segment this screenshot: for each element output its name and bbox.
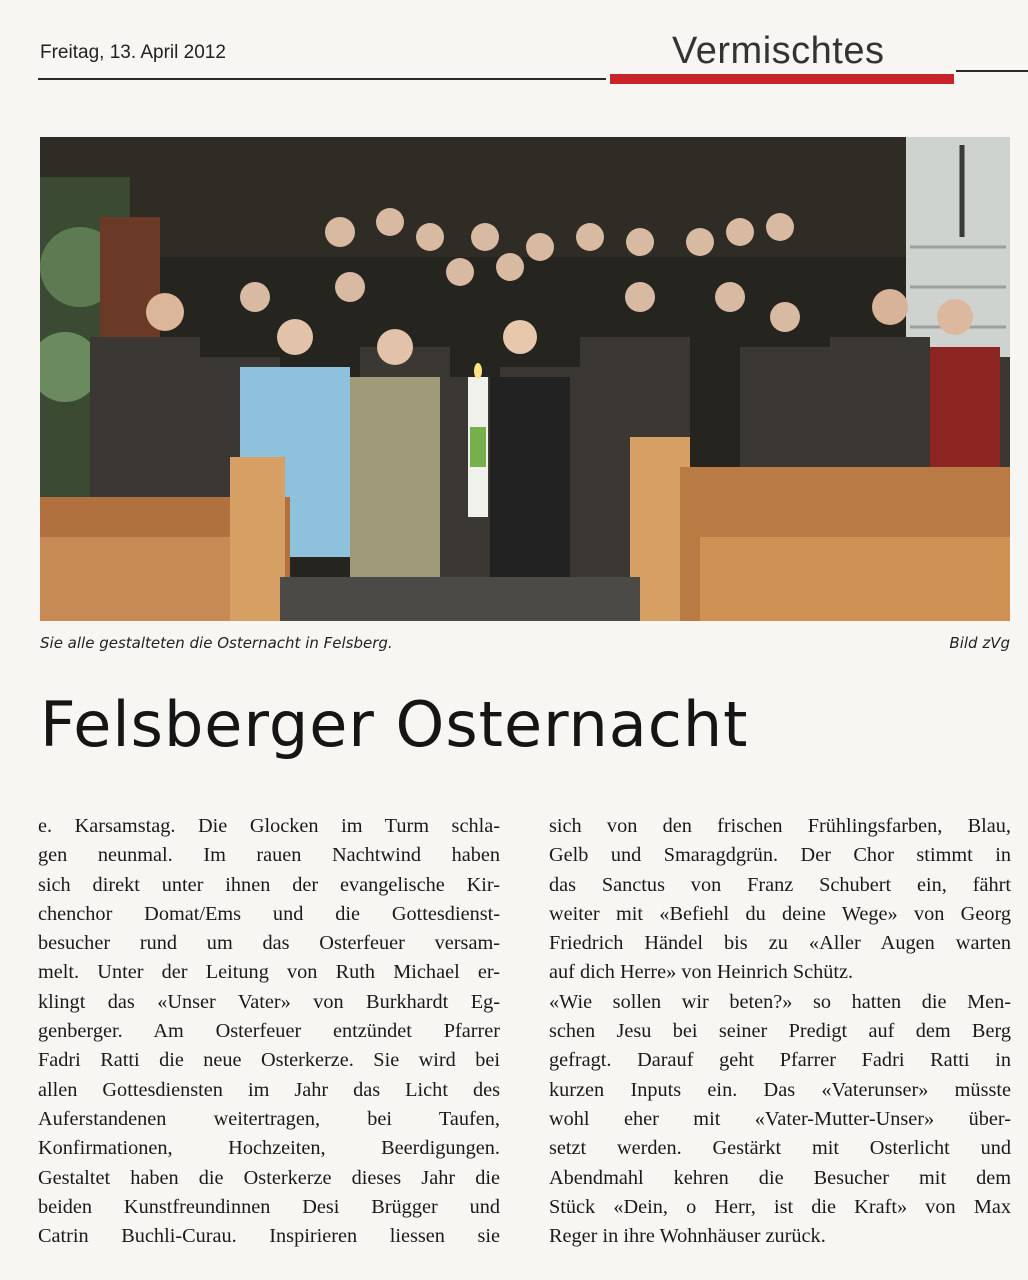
- text-line: klingt das «Unser Vater» von Burkhardt Eg-: [38, 990, 500, 1013]
- text-line: Abendmahl kehren die Besucher mit dem: [549, 1166, 1011, 1189]
- text-line: Fadri Ratti die neue Osterkerze. Sie wird bei: [38, 1049, 500, 1072]
- text-line: Reger in ihre Wohnhäuser zurück.: [549, 1225, 826, 1248]
- text-line: das Sanctus von Franz Schubert ein, fährt: [549, 873, 1011, 896]
- header-rule: [38, 78, 606, 80]
- text-line: weiter mit «Befiehl du deine Wege» von Georg: [549, 902, 1011, 925]
- article-column-left: [38, 812, 500, 1251]
- article-headline: Felsberger Osternacht: [40, 688, 749, 761]
- text-line: «Wie sollen wir beten?» so hatten die Men-: [549, 990, 1011, 1013]
- article-column-right: [549, 812, 1011, 1251]
- group-photo: [40, 137, 1010, 621]
- text-line: genberger. Am Osterfeuer entzündet Pfarrer: [38, 1020, 500, 1043]
- text-line: Konfirmationen, Hochzeiten, Beerdigungen.: [38, 1137, 500, 1160]
- text-line: Auferstandenen weitertragen, bei Taufen,: [38, 1107, 500, 1130]
- text-line: schen Jesu bei seiner Predigt auf dem Berg: [549, 1020, 1011, 1043]
- text-line: beiden Kunstfreundinnen Desi Brügger und: [38, 1195, 500, 1218]
- section-accent-bar: [610, 74, 954, 84]
- church-choir-photo: [40, 137, 1010, 621]
- text-line: gefragt. Darauf geht Pfarrer Fadri Ratti in: [549, 1049, 1011, 1072]
- text-line: Stück «Dein, o Herr, ist die Kraft» von Max: [549, 1195, 1011, 1218]
- text-line: wohl eher mit «Vater-Mutter-Unser» über-: [549, 1107, 1011, 1130]
- text-line: Gestaltet haben die Osterkerze dieses Jahr die: [38, 1166, 500, 1189]
- text-line: setzt werden. Gestärkt mit Osterlicht und: [549, 1137, 1011, 1160]
- text-line: sich von den frischen Frühlingsfarben, Blau,: [549, 815, 1011, 837]
- text-line: Gelb und Smaragdgrün. Der Chor stimmt in: [549, 844, 1011, 867]
- text-line: allen Gottesdiensten im Jahr das Licht des: [38, 1078, 500, 1101]
- text-line: Friedrich Händel bis zu «Aller Augen warten: [549, 932, 1011, 955]
- photo-caption: Sie alle gestalteten die Osternacht in Felsberg.: [40, 634, 393, 652]
- text-line: e. Karsamstag. Die Glocken im Turm schla-: [38, 815, 500, 837]
- text-line: gen neunmal. Im rauen Nachtwind haben: [38, 844, 500, 867]
- issue-date: Freitag, 13. April 2012: [40, 42, 226, 63]
- text-line: sich direkt unter ihnen der evangelische Kir-: [38, 873, 500, 896]
- text-line: auf dich Herre» von Heinrich Schütz.: [549, 961, 854, 984]
- text-line: chenchor Domat/Ems und die Gottesdienst-: [38, 902, 500, 925]
- text-line: besucher rund um das Osterfeuer versam-: [38, 932, 500, 955]
- text-line: kurzen Inputs ein. Das «Vaterunser» müsste: [549, 1078, 1011, 1101]
- text-line: Catrin Buchli-Curau. Inspirieren liessen sie: [38, 1225, 500, 1248]
- header-rule-right: [956, 70, 1028, 72]
- photo-credit: Bild zVg: [949, 634, 1010, 652]
- section-title: Vermischtes: [672, 30, 885, 72]
- text-line: melt. Unter der Leitung von Ruth Michael er-: [38, 961, 500, 984]
